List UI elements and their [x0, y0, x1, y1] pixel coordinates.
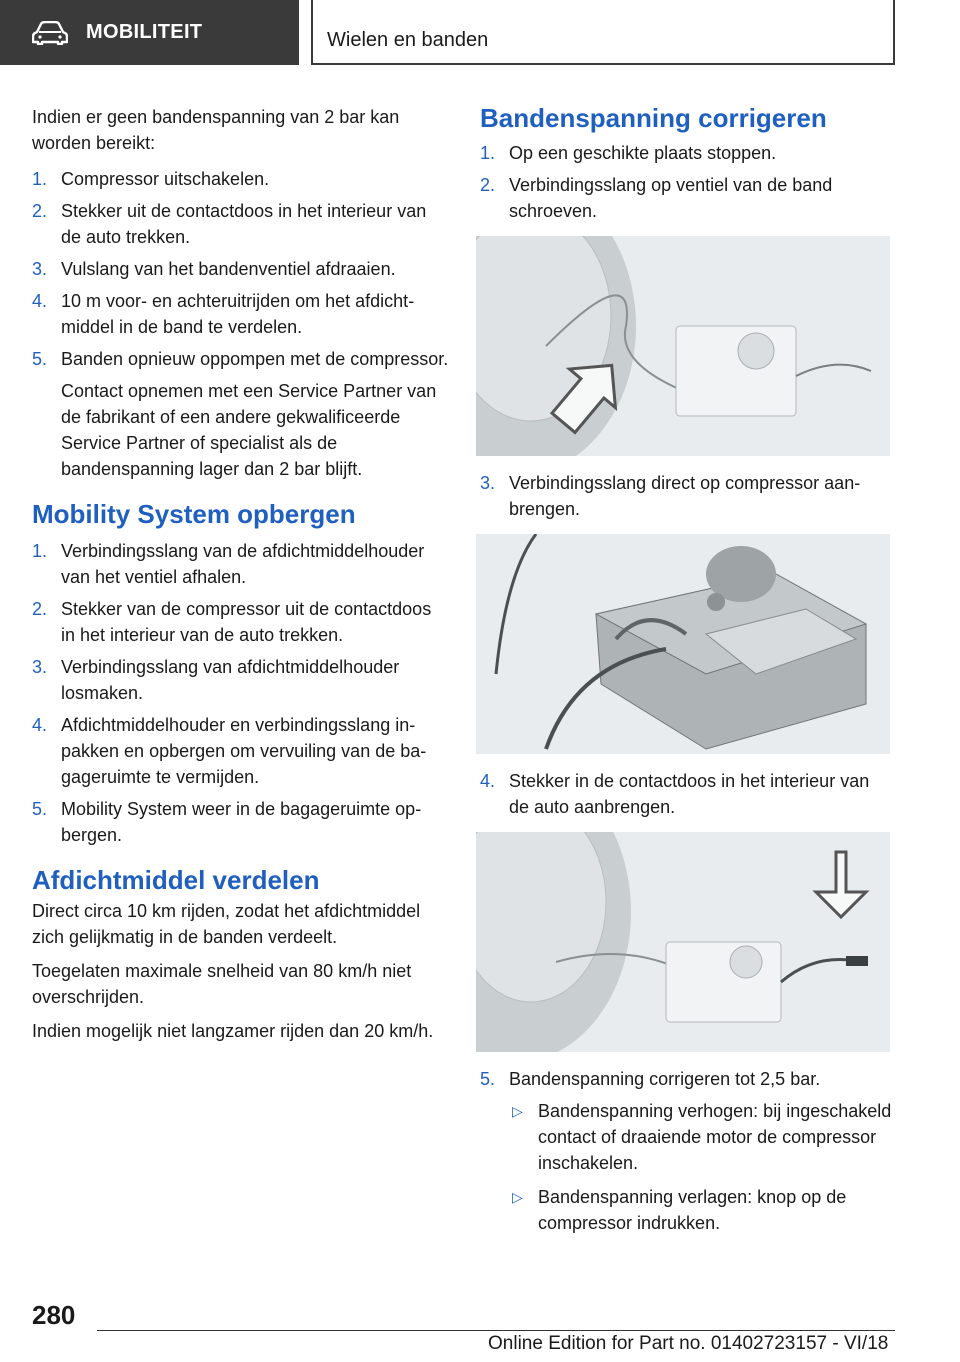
list-item: 3. Verbindingsslang direct op compressor aanbrengen.: [480, 473, 861, 519]
footer-divider: [97, 1330, 895, 1331]
topic-tab: [311, 0, 895, 65]
list-item: 4. Stekker in de contactdoos in het interieur van de auto aanbrengen.: [480, 771, 870, 817]
triangle-bullet-icon: ▷: [512, 1103, 523, 1119]
list-item: 3. Vulslang van het bandenventiel afdraaien.: [32, 259, 396, 279]
heading-bandenspanning: Bandenspanning corrigeren: [480, 103, 827, 133]
steps-list-5: [480, 768, 892, 820]
list-item: 2. Stekker van de compressor uit de contactdoos in het interieur van de auto trekken.: [32, 599, 432, 645]
note-text: Contact opnemen met een Service Partner van de fabrikant of een andere gekwalificeerde Service Partner of specialist als de bandenspanning lager dan 2 bar blijft.: [61, 381, 437, 479]
paragraph: Toegelaten maximale snelheid van 80 km/h niet overschrijden.: [32, 961, 412, 1007]
list-item: 1. Op een geschikte plaats stoppen.: [480, 143, 777, 163]
page-number: 280: [32, 1300, 76, 1330]
left-column: [32, 104, 450, 1052]
steps-list-6: [480, 1066, 892, 1236]
illustration-plug-socket: [476, 832, 890, 1052]
paragraph: Direct circa 10 km rijden, zodat het afdichtmiddel zich gelijkmatig in de banden verdeelt.: [32, 901, 421, 947]
steps-list-2: [32, 538, 450, 848]
list-item: 2. Verbindingsslang op ventiel van de band schroeven.: [480, 175, 833, 221]
bullet-list: [509, 1098, 892, 1236]
steps-list-4: [480, 470, 892, 522]
list-item: 2. Stekker uit de contactdoos in het interieur van de auto trekken.: [32, 201, 427, 247]
section-tab: [0, 0, 299, 65]
triangle-bullet-icon: ▷: [512, 1189, 523, 1205]
steps-list-3: [480, 140, 892, 224]
list-item: 1. Compressor uitschakelen.: [32, 169, 270, 189]
right-column: [480, 102, 892, 1244]
list-item: 5. Bandenspanning corrigeren tot 2,5 bar. ▷ Bandenspanning verhogen: bij ingeschakeld contact of draaiende motor de compressor inschakelen. ▷ Bandenspanning verlagen: knop op de compressor indrukken.: [480, 1066, 892, 1236]
list-item: 5. Mobility System weer in de bagageruimte opbergen.: [32, 799, 422, 845]
bullet-item: ▷ Bandenspanning verhogen: bij ingeschakeld contact of draaiende motor de compressor inschakelen.: [509, 1098, 892, 1176]
list-item: 3. Verbindingsslang van afdichtmiddelhouder losmaken.: [32, 657, 400, 703]
tire-compressor-arrow-illustration: [476, 236, 890, 456]
footer-edition: Online Edition for Part no. 01402723157 - VI/18: [488, 1333, 889, 1354]
compressor-illustration: [476, 534, 890, 754]
heading-afdichtmiddel: Afdichtmiddel verdelen: [32, 865, 320, 895]
list-item: 5. Banden opnieuw oppompen met de compressor. Contact opnemen met een Service Partner van de fabrikant of een andere gekwalificeerde Service Partner of specialist als de bandenspanning lager dan 2 bar blijft.: [32, 346, 450, 482]
section-label: MOBILITEIT: [86, 21, 203, 43]
car-icon: [32, 21, 68, 45]
illustration-compressor-hose: [476, 534, 890, 754]
paragraph: Indien mogelijk niet langzamer rijden dan 20 km/h.: [32, 1021, 434, 1041]
steps-list-1: [32, 166, 450, 482]
list-item: 4. 10 m voor- en achteruitrijden om het afdichtmiddel in de band te verdelen.: [32, 291, 415, 337]
heading-mobility-system: Mobility System opbergen: [32, 499, 356, 529]
topic-label: Wielen en banden: [327, 29, 489, 51]
list-item: 4. Afdichtmiddelhouder en verbindingsslang inpakken en opbergen om vervuiling van de bagageruimte te vermijden.: [32, 715, 427, 787]
list-item: 1. Verbindingsslang van de afdichtmiddelhouder van het ventiel afhalen.: [32, 541, 425, 587]
tire-compressor-down-arrow-illustration: [476, 832, 890, 1052]
bullet-item: ▷ Bandenspanning verlagen: knop op de compressor indrukken.: [509, 1184, 892, 1236]
intro-text: Indien er geen bandenspanning van 2 bar kan worden bereikt:: [32, 107, 400, 153]
illustration-valve-connection: [476, 236, 890, 456]
